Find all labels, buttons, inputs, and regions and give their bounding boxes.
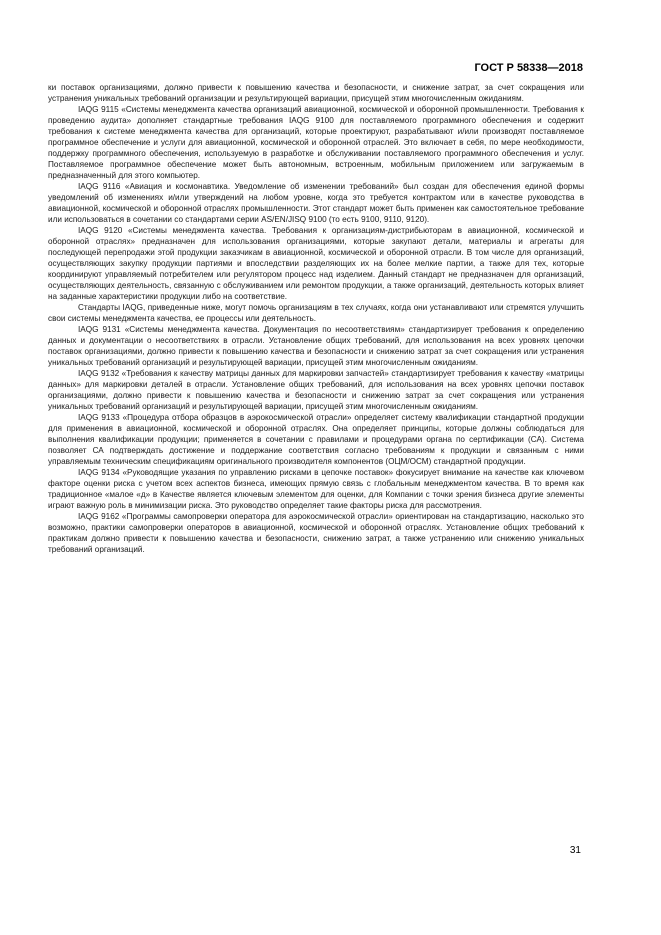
paragraph: IAQG 9115 «Системы менеджмента качества организаций авиационной, космической и оборонной промышленности. Требования к проведению аудита» дополняет стандартные требования IAQG 9100 для поставляемого программного обеспечения и содержит требования к системе менеджмента качества для организаций, которые проектируют, разрабатывают и/или производят поставляемое программное обеспечение и услуги для авиационной, космической и оборонной отраслей. Это включает в себя, по мере необходимости, поддержку программного обеспечения, используемую в разработке и обслуживании поставляемого программного обеспечения и услуг. Поставляемое программное обеспечение может быть автономным, встроенным, мобильным приложением или загружаемым в предназначенный для этого компьютер. [48, 105, 584, 180]
paragraph: IAQG 9162 «Программы самопроверки оператора для аэрокосмической отрасли» ориентирован на стандартизацию, насколько это возможно, практики самопроверки операторов в авиационной, космической и оборонной отраслях. Установление общих требований к практикам должно привести к повышению качества и безопасности, снижению затрат, а также устранению или снижению уникальных требований организаций. [48, 512, 584, 554]
paragraph: Стандарты IAQG, приведенные ниже, могут помочь организациям в тех случаях, когда они устанавливают или стремятся улучшить свои системы менеджмента качества, ее процессы или деятельность. [48, 303, 584, 323]
paragraph: IAQG 9131 «Системы менеджмента качества. Документация по несоответствиям» стандартизирует требования к определению данных и документации о несоответствиях в отрасли. Установление общих требований, для использования на всех уровнях цепочки поставок организациями, должно привести к повышению качества и безопасности и снижению затрат за счет сокращения или устранения уникальных требований организаций и результирующей вариации, присущей этим многочисленным ожиданиям. [48, 325, 584, 367]
paragraph: ки поставок организациями, должно привести к повышению качества и безопасности, и снижение затрат, за счет сокращения или устранения уникальных требований организации и результирующей вариации, присущей этим многочисленным ожиданиям. [48, 83, 584, 103]
paragraph: IAQG 9116 «Авиация и космонавтика. Уведомление об изменении требований» был создан для обеспечения единой формы уведомлений об изменениях и/или утверждений на любом уровне, когда это требуется контрактом или в качестве руководства в авиационной, космической и оборонной отраслях промышленности. Этот стандарт может быть применен как самостоятельное требование или использоваться в сочетании со стандартами серии AS/EN/JISQ 9100 (то есть 9100, 9110, 9120). [48, 182, 584, 224]
paragraph: IAQG 9133 «Процедура отбора образцов в аэрокосмической отрасли» определяет систему квалификации стандартной продукции для применения в авиационной, космической и оборонной отраслях. Она определяет принципы, которые должны соблюдаться для выполнения квалификации продукции; применяется в сочетании с правилами и процедурами органа по сертификации (СА). Система позволяет СА подтверждать достижение и поддержание соответствия согласно требованиям к продукции и связанным с ними управляемым техническим спецификациям оригинального производителя компонентов (ОЦМ/ОСМ) стандартной продукции. [48, 413, 584, 466]
paragraph: IAQG 9134 «Руководящие указания по управлению рисками в цепочке поставок» фокусирует внимание на качестве как ключевом факторе оценки риска с учетом всех аспектов бизнеса, имеющих прямую связь с глобальным менеджментом качества. В то время как традиционное «малое «д» в Качестве является ключевым элементом для оценки, для Компании с точки зрения бизнеса другие элементы играют важную роль в минимизации риска. Это руководство определяет такие факторы риска для рассмотрения. [48, 468, 584, 510]
page-number: 31 [569, 845, 581, 856]
standard-designation: ГОСТ Р 58338—2018 [474, 62, 583, 74]
paragraph: IAQG 9120 «Системы менеджмента качества. Требования к организациям-дистрибьюторам в авиационной, космической и оборонной отраслях» предназначен для использования организациями, которые закупают детали, материалы и агрегаты для последующей перепродажи этой продукции заказчикам в авиационной, космической и оборонной отрасли. В том числе для организаций, осуществляющих закупку продукции партиями и впоследствии разделяющих их на более мелкие партии, а также для тех, которые координируют управляемый потребителем или регулятором процесс над изделием. Данный стандарт не предназначен для организаций, осуществляющих деятельность, связанную с обслуживанием или ремонтом продукции, а также организаций, деятельность которых влияет на заданные характеристики продукции либо на соответствие. [48, 226, 584, 301]
body-text [48, 82, 584, 555]
paragraph: IAQG 9132 «Требования к качеству матрицы данных для маркировки запчастей» стандартизирует требования к качеству «матрицы данных» для маркировки деталей в отрасли. Установление общих требований, для использования на всех уровнях цепочки поставок организациями, должно привести к повышению качества и безопасности и снижению затрат за счет сокращения или устранения уникальных требований организаций и результирующей вариации, присущей этим многочисленным ожиданиям. [48, 369, 584, 411]
